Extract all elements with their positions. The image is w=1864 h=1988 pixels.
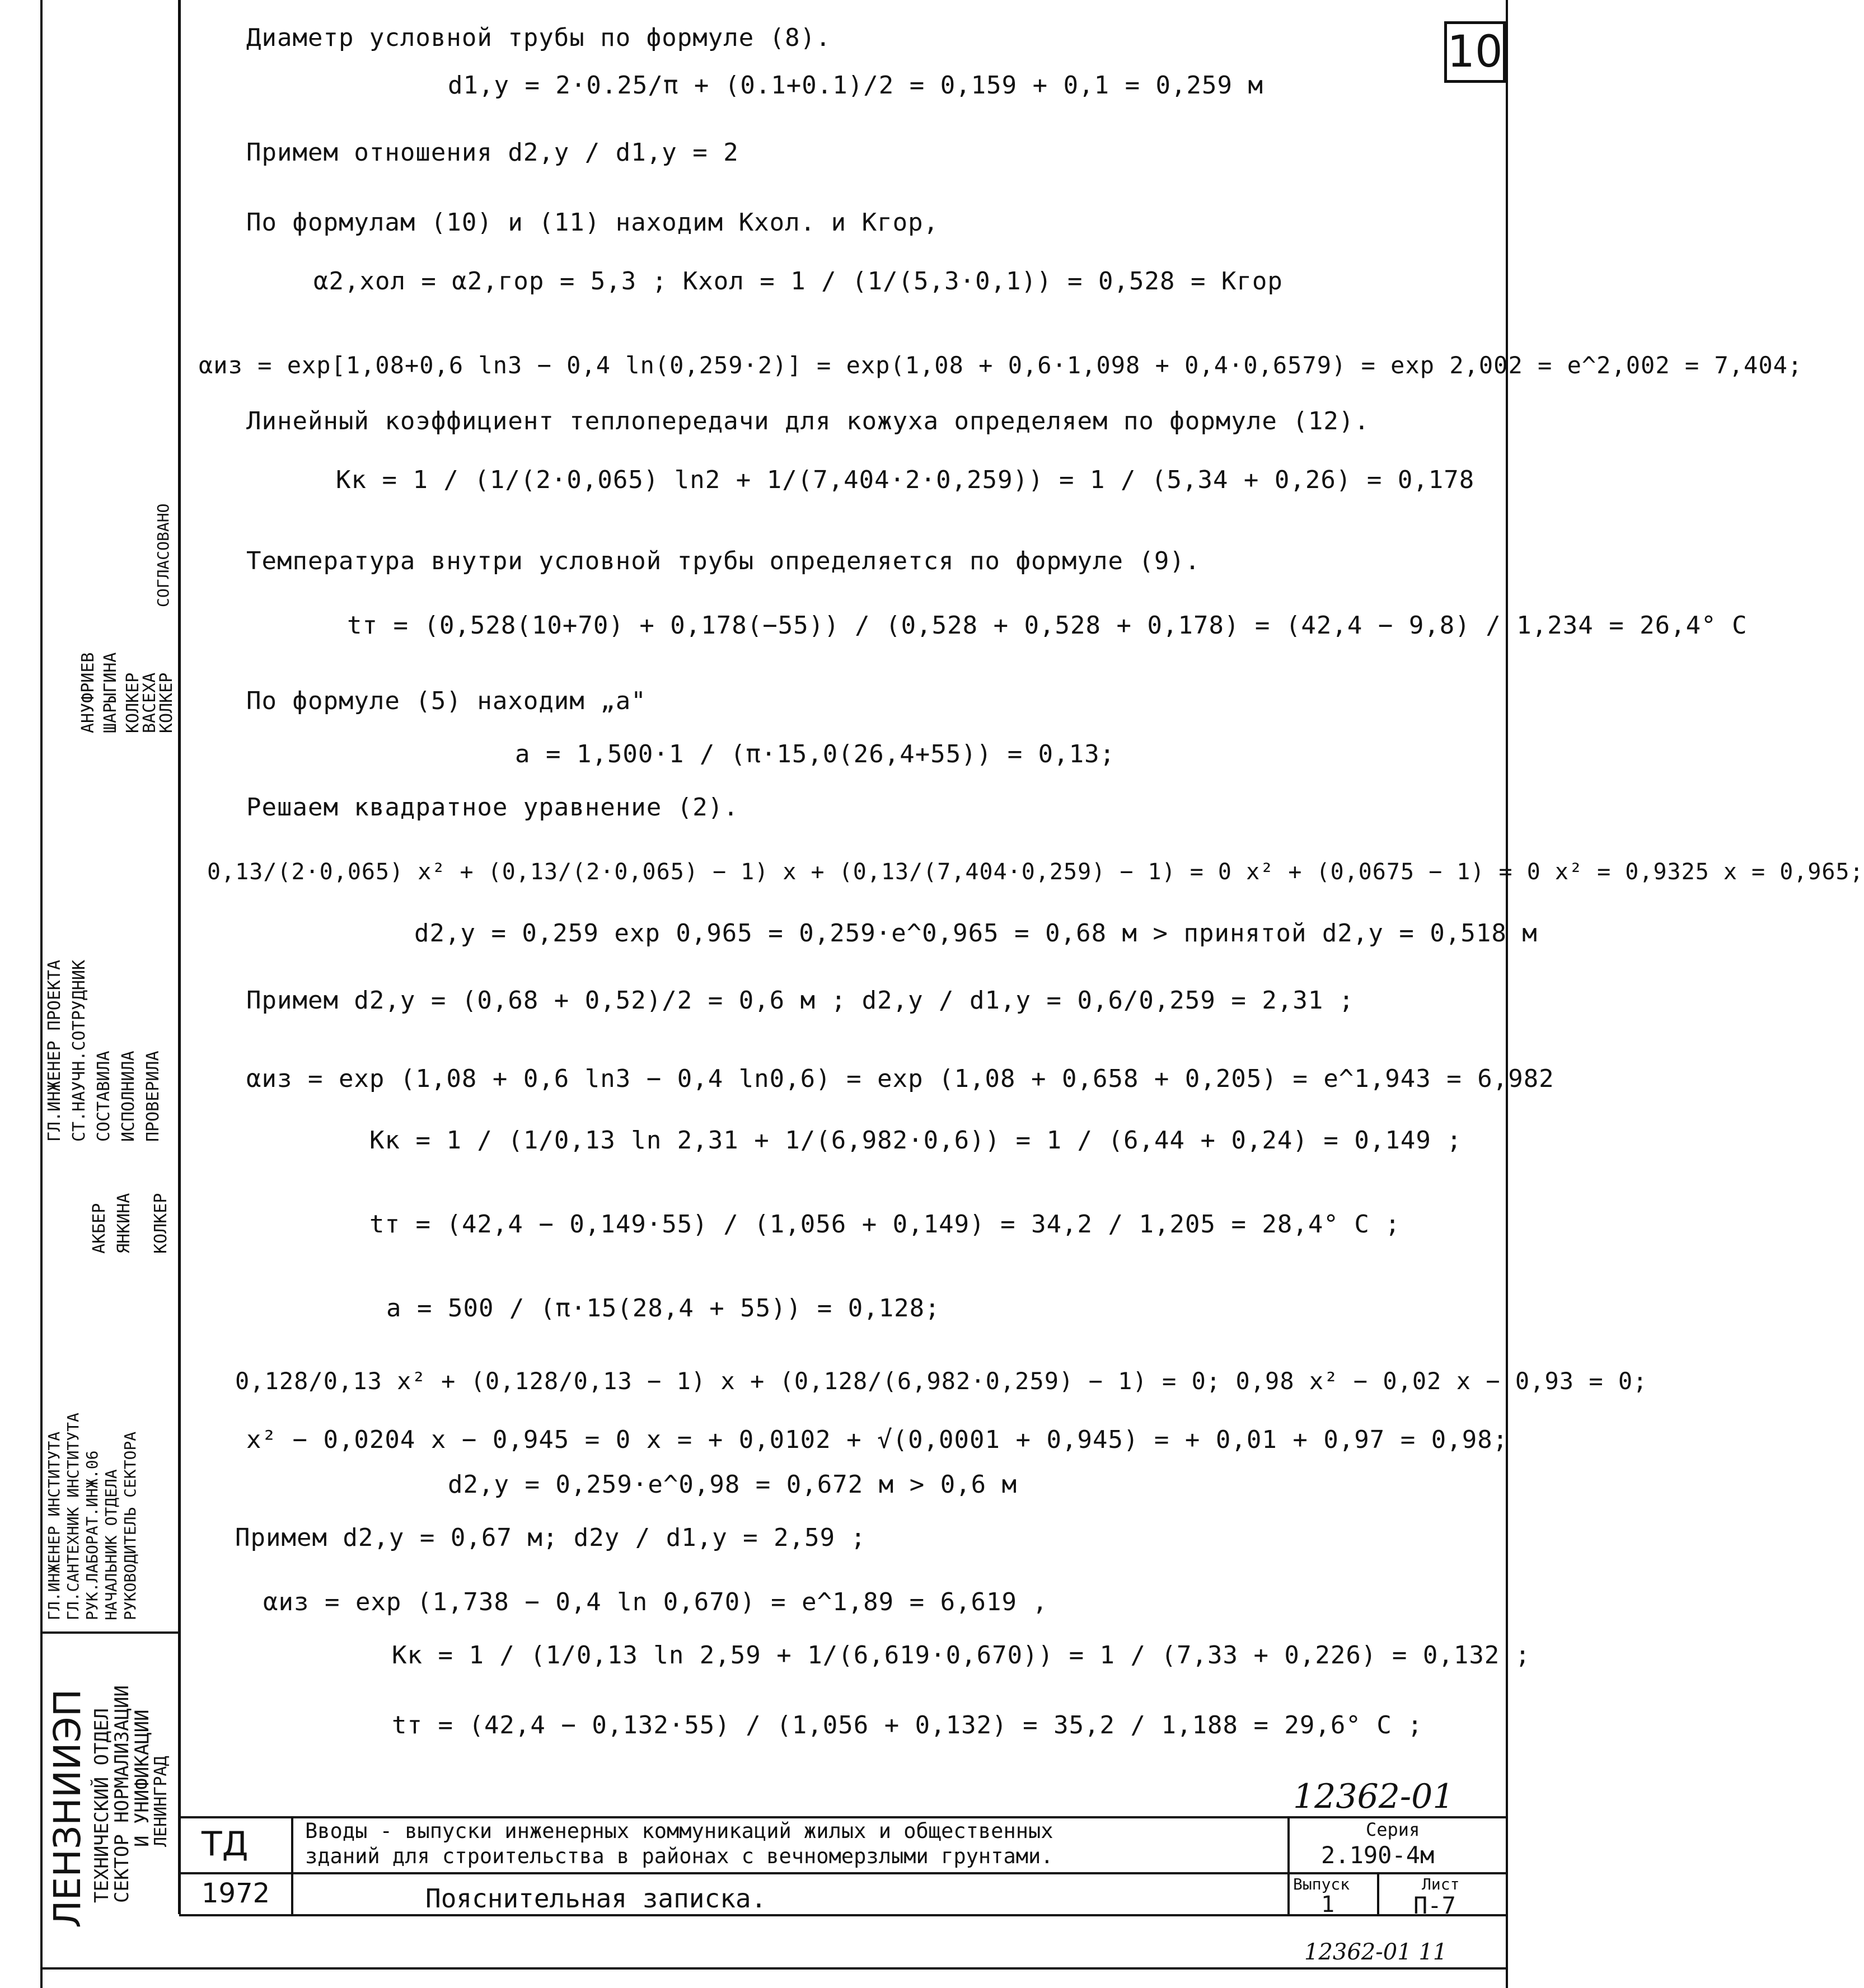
stamp-agreed-name: ШАРЫГИНА [101, 652, 120, 733]
formula-line: a = 500 / (π·15(28,4 + 55)) = 0,128; [386, 1294, 940, 1323]
left-stamp-divider [40, 1631, 180, 1634]
stamp-org-name: ЛЕНЗНИИЭП [46, 1689, 89, 1928]
text-line: Решаем квадратное уравнение (2). [246, 793, 739, 822]
title-block-year: 1972 [202, 1878, 270, 1909]
formula-line: Примем d2,у = (0,68 + 0,52)/2 = 0,6 м ; d2,у / d1,у = 0,6/0,259 = 2,31 ; [246, 986, 1355, 1015]
title-block-code: ТД [202, 1825, 249, 1864]
stamp-dept: ТЕХНИЧЕСКИЙ ОТДЕЛ [91, 1708, 113, 1903]
stamp-role: ГЛ.ИНЖЕНЕР ПРОЕКТА [45, 959, 64, 1142]
stamp-role: ГЛ.САНТЕХНИК ИНСТИТУТА [64, 1413, 82, 1620]
frame-right [1506, 0, 1508, 1988]
text-line: Температура внутри условной трубы определяется по формуле (9). [246, 547, 1201, 575]
text-line: Диаметр условной трубы по формуле (8). [246, 24, 831, 52]
stamp-name: КОЛКЕР [151, 1193, 171, 1254]
formula-line: d2,у = 0,259·e^0,98 = 0,672 м > 0,6 м [448, 1470, 1018, 1499]
frame-left-outer [40, 0, 43, 1988]
stamp-dept: И УНИФИКАЦИИ [131, 1709, 153, 1847]
formula-line: Kк = 1 / (1/(2·0,065) ln2 + 1/(7,404·2·0,259)) = 1 / (5,34 + 0,26) = 0,178 [336, 466, 1475, 494]
formula-line: 0,128/0,13 x² + (0,128/0,13 − 1) x + (0,128/(6,982·0,259) − 1) = 0; 0,98 x² − 0,02 x − 0,93 = 0; [235, 1367, 1648, 1395]
stamp-role: ПРОВЕРИЛА [143, 1051, 163, 1142]
title-block-v1 [291, 1816, 293, 1914]
list-label: Лист [1422, 1875, 1460, 1893]
text-line: Линейный коэффициент теплопередачи для кожуха определяем по формуле (12). [246, 407, 1370, 435]
formula-line: tт = (42,4 − 0,149·55) / (1,056 + 0,149) = 34,2 / 1,205 = 28,4° C ; [369, 1210, 1401, 1239]
formula-line: d2,у = 0,259 exp 0,965 = 0,259·e^0,965 = 0,68 м > принятой d2,у = 0,518 м [414, 919, 1538, 948]
stamp-agreed-name: КОЛКЕР [123, 672, 143, 733]
formula-line: a = 1,500·1 / (π·15,0(26,4+55)) = 0,13; [515, 740, 1116, 768]
stamp-agreed-name: КОЛКЕР [157, 672, 176, 733]
title-block-bottom [179, 1914, 1506, 1916]
stamp-role: РУКОВОДИТЕЛЬ СЕКТОРА [121, 1431, 139, 1620]
stamp-agreed-name: АНУФРИЕВ [78, 652, 98, 733]
stamp-name: ЯНКИНА [114, 1193, 134, 1254]
formula-line: Kк = 1 / (1/0,13 ln 2,59 + 1/(6,619·0,670)) = 1 / (7,33 + 0,226) = 0,132 ; [392, 1641, 1531, 1670]
formula-line: αиз = exp (1,738 − 0,4 ln 0,670) = e^1,89 = 6,619 , [263, 1588, 1048, 1616]
stamp-role: СТ.НАУЧН.СОТРУДНИК [69, 959, 89, 1142]
stamp-role: РУК.ЛАБОРАТ.ИНЖ.06 [83, 1450, 101, 1620]
title-block-doc-name: Пояснительная записка. [425, 1883, 767, 1914]
formula-line: tт = (0,528(10+70) + 0,178(−55)) / (0,528 + 0,528 + 0,178) = (42,4 − 9,8) / 1,234 = 26,4° C [347, 611, 1748, 640]
stamp-dept: СЕКТОР НОРМАЛИЗАЦИИ [111, 1685, 133, 1903]
list-value: П-7 [1413, 1892, 1456, 1919]
formula-line: d1,у = 2·0.25/π + (0.1+0.1)/2 = 0,159 + 0,1 = 0,259 м [448, 71, 1263, 100]
title-block-mid [179, 1872, 1506, 1874]
title-block-top [179, 1816, 1506, 1818]
title-block-title-line1: Вводы - выпуски инженерных коммуникаций жилых и общественных [305, 1819, 1053, 1843]
vypusk-value: 1 [1321, 1892, 1335, 1917]
frame-bottom [40, 1967, 1507, 1970]
stamp-name: АКБЕР [90, 1203, 109, 1254]
stamp-agreed-title: СОГЛАСОВАНО [154, 503, 172, 607]
formula-line: αиз = exp (1,08 + 0,6 ln3 − 0,4 ln0,6) = exp (1,08 + 0,658 + 0,205) = e^1,943 = 6,982 [246, 1065, 1554, 1093]
stamp-role: СОСТАВИЛА [94, 1051, 114, 1142]
page-number: 10 [1444, 21, 1506, 83]
title-block-v3 [1377, 1872, 1379, 1914]
seria-label: Серия [1366, 1819, 1420, 1840]
text-line: Примем отношения d2,у / d1,у = 2 [246, 138, 739, 167]
text-line: По формулам (10) и (11) находим Kхол. и Kгор, [246, 208, 939, 237]
stamp-agreed-name: ВАСЕХА [140, 672, 160, 733]
formula-line: x² − 0,0204 x − 0,945 = 0 x = + 0,0102 + √(0,0001 + 0,945) = + 0,01 + 0,97 = 0,98; [246, 1426, 1509, 1454]
text-line: По формуле (5) находим „a" [246, 687, 647, 715]
stamp-dept: ЛЕНИНГРАД [151, 1756, 171, 1847]
formula-line: α2,хол = α2,гор = 5,3 ; Kхол = 1 / (1/(5,3·0,1)) = 0,528 = Kгор [313, 267, 1283, 296]
stamp-role: ГЛ.ИНЖЕНЕР ИНСТИТУТА [45, 1431, 63, 1620]
stamp-role: НАЧАЛЬНИК ОТДЕЛА [102, 1469, 120, 1620]
formula-line: Kк = 1 / (1/0,13 ln 2,31 + 1/(6,982·0,6)) = 1 / (6,44 + 0,24) = 0,149 ; [369, 1126, 1462, 1155]
stamp-role: ИСПОЛНИЛА [119, 1051, 138, 1142]
footer-number: 12362-01 11 [1304, 1939, 1448, 1965]
vypusk-label: Выпуск [1293, 1875, 1350, 1893]
stamp-number: 12362-01 [1293, 1777, 1454, 1816]
formula-line: Примем d2,у = 0,67 м; d2у / d1,у = 2,59 ; [235, 1523, 867, 1552]
title-block-v2 [1287, 1816, 1290, 1914]
formula-line: tт = (42,4 − 0,132·55) / (1,056 + 0,132) = 35,2 / 1,188 = 29,6° C ; [392, 1711, 1423, 1740]
formula-line: αиз = exp[1,08+0,6 ln3 − 0,4 ln(0,259·2)] = exp(1,08 + 0,6·1,098 + 0,4·0,6579) = exp 2,002 = e^2,002 = 7,404; [199, 351, 1803, 379]
title-block-title-line2: зданий для строительства в районах с вечномерзлыми грунтами. [305, 1844, 1053, 1868]
frame-left-margin [178, 0, 181, 1914]
seria-value: 2.190-4м [1321, 1841, 1435, 1869]
formula-line: 0,13/(2·0,065) x² + (0,13/(2·0,065) − 1) x + (0,13/(7,404·0,259) − 1) = 0 x² + (0,0675 − 1) = 0 x² = 0,9325 x = 0,965; [207, 859, 1864, 885]
